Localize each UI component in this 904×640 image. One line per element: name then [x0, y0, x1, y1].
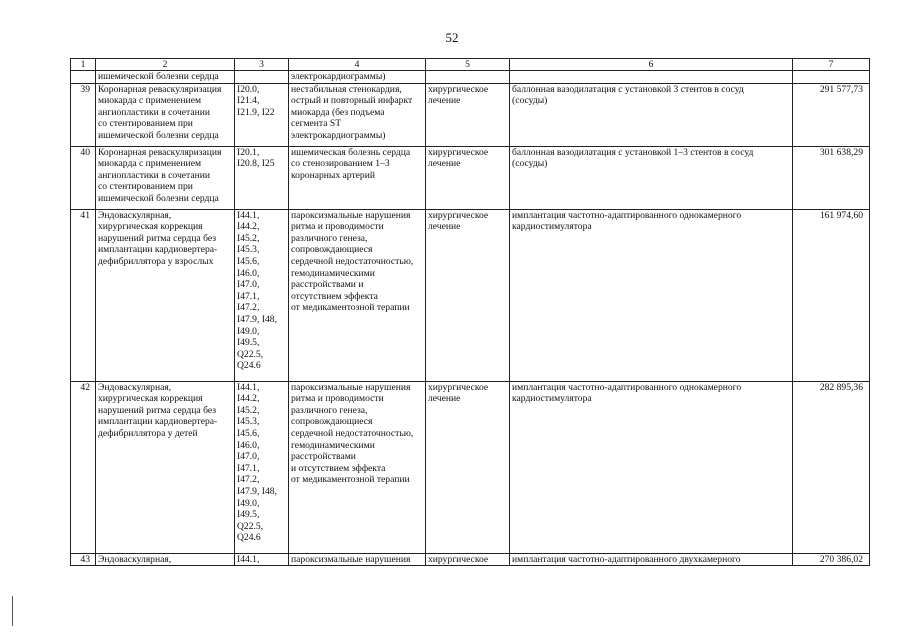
treatment-method: имплантация частотно-адаптированного двухкамерного [510, 553, 793, 566]
procedure-name: Эндоваскулярная, хирургическая коррекция нарушений ритма сердца без имплантации кардиовертера- дефибриллятора у детей [96, 381, 235, 553]
treatment-type: хирургическое лечение [426, 146, 510, 209]
icd-codes: I44.1, [235, 553, 289, 566]
treatment-method: имплантация частотно-адаптированного однокамерного кардиостимулятора [510, 381, 793, 553]
treatment-method: баллонная вазодилатация с установкой 1–3 стентов в сосуд (сосуды) [510, 146, 793, 209]
treatment-method [510, 71, 793, 84]
icd-codes: I20.1, I20.8, I25 [235, 146, 289, 209]
table-row [71, 381, 870, 553]
row-number: 40 [71, 146, 96, 209]
diagnosis: электрокардиограммы) [289, 71, 426, 84]
row-number: 43 [71, 553, 96, 566]
treatment-method: имплантация частотно-адаптированного однокамерного кардиостимулятора [510, 209, 793, 381]
column-header: 3 [235, 59, 289, 71]
row-number: 42 [71, 381, 96, 553]
icd-codes: I20.0, I21.4, I21.9, I22 [235, 83, 289, 146]
column-header: 4 [289, 59, 426, 71]
price [793, 71, 870, 84]
icd-codes: I44.1, I44.2, I45.2, I45.3, I45.6, I46.0, I47.0, I47.1, I47.2, I47.9, I48, I49.0, I49.5, Q22.5, Q24.6 [235, 209, 289, 381]
table-header-row [71, 59, 870, 71]
price: 301 638,29 [793, 146, 870, 209]
price: 270 386,02 [793, 553, 870, 566]
column-header: 1 [71, 59, 96, 71]
table-row [71, 83, 870, 146]
price: 282 895,36 [793, 381, 870, 553]
treatment-type: хирургическое лечение [426, 209, 510, 381]
page-number: 52 [445, 30, 459, 45]
row-number [71, 71, 96, 84]
column-header: 2 [96, 59, 235, 71]
diagnosis: пароксизмальные нарушения [289, 553, 426, 566]
column-header: 6 [510, 59, 793, 71]
row-number: 41 [71, 209, 96, 381]
treatment-type: хирургическое лечение [426, 381, 510, 553]
procedure-name: Эндоваскулярная, хирургическая коррекция нарушений ритма сердца без имплантации кардиовертера- дефибриллятора у взрослых [96, 209, 235, 381]
treatment-type: хирургическое лечение [426, 83, 510, 146]
procedure-name: Эндоваскулярная, [96, 553, 235, 566]
scan-edge-mark [12, 596, 13, 626]
table-row [71, 553, 870, 566]
icd-codes: I44.1, I44.2, I45.2, I45.3, I45.6, I46.0, I47.0, I47.1, I47.2, I47.9, I48, I49.0, I49.5, Q22.5, Q24.6 [235, 381, 289, 553]
icd-codes [235, 71, 289, 84]
treatment-type: хирургическое [426, 553, 510, 566]
table-row [71, 71, 870, 84]
price: 291 577,73 [793, 83, 870, 146]
treatment-type [426, 71, 510, 84]
diagnosis: нестабильная стенокардия, острый и повторный инфаркт миокарда (без подъема сегмента ST электрокардиограммы) [289, 83, 426, 146]
table-row [71, 209, 870, 381]
column-header: 7 [793, 59, 870, 71]
procedures-table [70, 58, 870, 566]
diagnosis: ишемическая болезнь сердца со стенозированием 1–3 коронарных артерий [289, 146, 426, 209]
treatment-method: баллонная вазодилатация с установкой 3 стентов в сосуд (сосуды) [510, 83, 793, 146]
table-row [71, 146, 870, 209]
procedure-name: Коронарная реваскуляризация миокарда с применением ангиопластики в сочетании со стентированием при ишемической болезни сердца [96, 83, 235, 146]
diagnosis: пароксизмальные нарушения ритма и проводимости различного генеза, сопровождающиеся сердечной недостаточностью, гемодинамическими расстройствами и отсутствием эффекта от медикаментозной терапии [289, 381, 426, 553]
diagnosis: пароксизмальные нарушения ритма и проводимости различного генеза, сопровождающиеся сердечной недостаточностью, гемодинамическими расстройствами и отсутствием эффекта от медикаментозной терапии [289, 209, 426, 381]
procedure-name: ишемической болезни сердца [96, 71, 235, 84]
row-number: 39 [71, 83, 96, 146]
column-header: 5 [426, 59, 510, 71]
price: 161 974,60 [793, 209, 870, 381]
procedure-name: Коронарная реваскуляризация миокарда с применением ангиопластики в сочетании со стентированием при ишемической болезни сердца [96, 146, 235, 209]
